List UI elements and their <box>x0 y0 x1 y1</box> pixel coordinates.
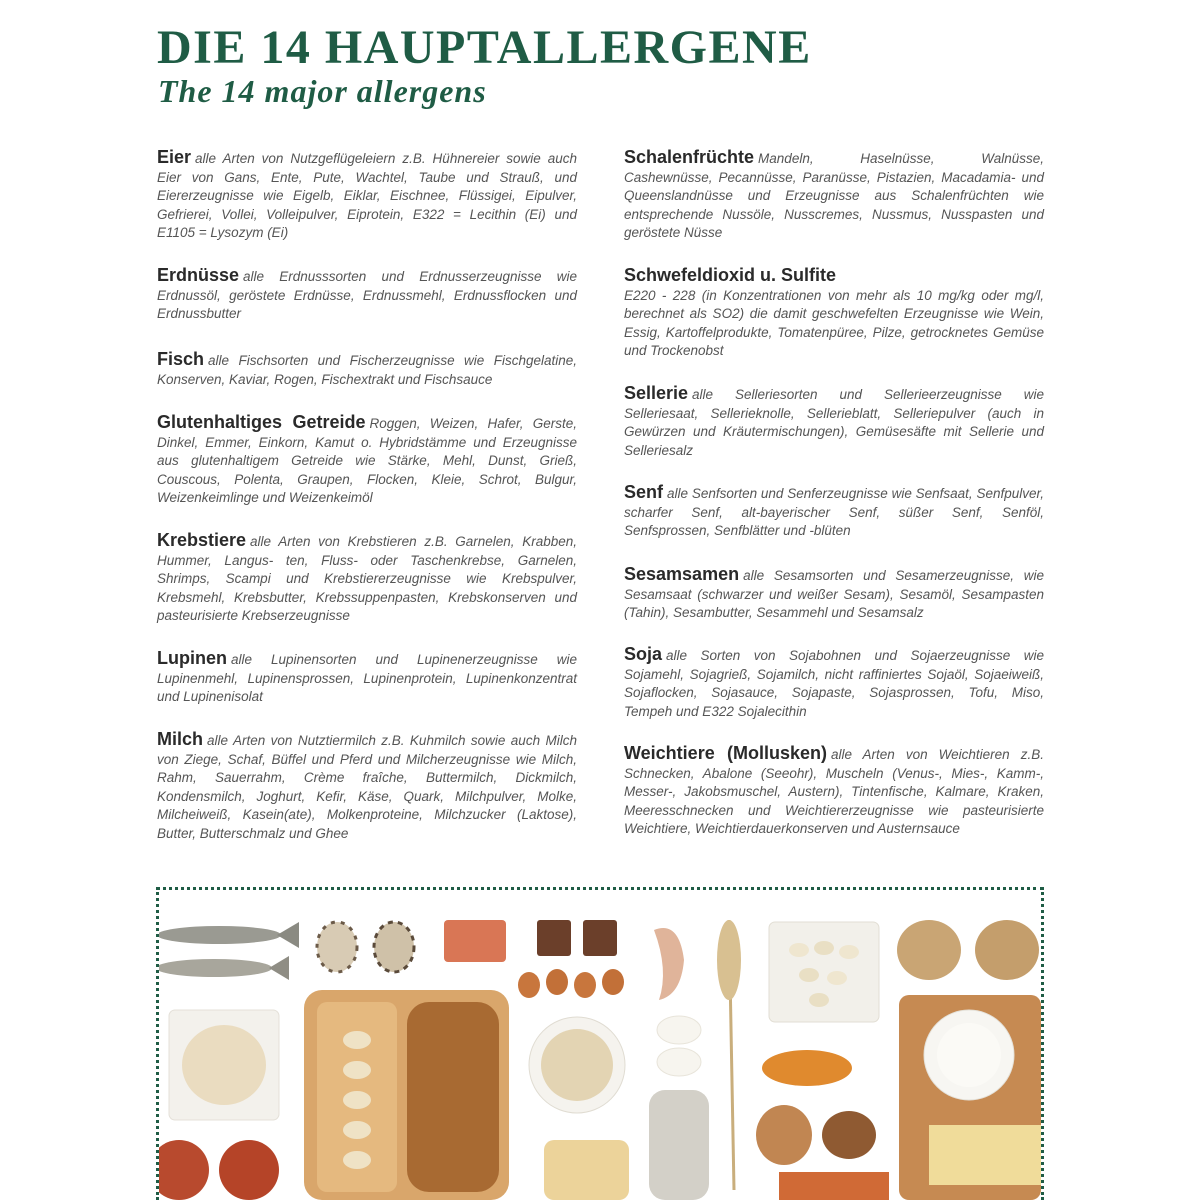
allergen-entry-senf <box>624 483 1044 541</box>
allergen-description: Mandeln, Haselnüsse, Walnüsse, Cashewnüsse, Pecannüsse, Paranüsse, Pistazien, Macadamia- und Queenslandnüsse und Erzeugnisse aus Schalenfrüchten wie entsprechende Nussöle, Nusscremes, Nussmus, Nusspasten und geröstete Nüsse <box>624 151 1044 240</box>
chocolate-icon <box>537 920 617 956</box>
allergen-description: alle Erdnusssorten und Erdnusserzeugnisse wie Erdnussöl, geröstete Erdnüsse, Erdnussmehl, Erdnussflocken und Erdnussbutter <box>157 269 577 321</box>
allergen-name: Sellerie <box>624 383 689 403</box>
allergen-description: alle Sorten von Sojabohnen und Sojaerzeugnisse wie Sojamehl, Sojagrieß, Sojamilch, nicht raffiniertes Sojaöl, Sojaeiweiß, Sojaflocken, Sojasauce, Sojapaste, Sojasprossen, Tofu, Miso, Tempeh und E322 Sojalecithin <box>624 648 1044 719</box>
bread-tray-icon <box>304 990 509 1200</box>
allergen-entry-gluten <box>157 413 577 508</box>
allergen-description: alle Senfsorten und Senferzeugnisse wie Senfsaat, Senfpulver, scharfer Senf, alt-bayerischer Senf, süßer Senf, Senföl, Senfsprossen, Senfblätter und -blüten <box>624 486 1044 538</box>
allergen-entry-erdnuesse <box>157 266 577 324</box>
shrimp-icon <box>654 928 684 1000</box>
allergen-description: alle Arten von Weichtieren z.B. Schnecken, Abalone (Seeohr), Muscheln (Venus-, Mies-, Kamm-, Messer-, Jakobsmuschel, Austern), Tintenfische, Kalmare, Kraken, Meeresschnecken und Weichtiererzeugnisse wie pasteurisierte Weichtiere, Weichtierdauerkonserven und Austernsauce <box>624 747 1044 836</box>
allergen-entry-weichtiere <box>624 744 1044 839</box>
salmon-icon <box>444 920 506 962</box>
allergen-description: alle Arten von Krebstieren z.B. Garnelen, Krabben, Hummer, Langus- ten, Fluss- oder Taschenkrebse, Garnelen, Shrimps, Scampi und Krebstiererzeugnisse wie Krebspulver, Krebsmehl, Krebsbutter, Krebssuppenpasten, Krebskonserven und pasteurisierte Krebserzeugnisse <box>157 534 577 623</box>
allergen-name: Eier <box>157 147 192 167</box>
allergen-entry-eier <box>157 148 577 243</box>
allergen-name: Senf <box>624 482 664 502</box>
allergen-description: alle Arten von Nutzgeflügeleiern z.B. Hühnereier sowie auch Eier von Gans, Ente, Pute, Wachtel, Taube und Strauß, und Eiererzeugnisse wie Eigelb, Eiklar, Eischnee, Flüssigei, Eipulver, Gefrierei, Vollei, Volleipulver, Eiprotein, E322 = Lecithin (Ei) und E1105 = Lysozym (Ei) <box>157 151 577 240</box>
allergen-description: alle Lupinensorten und Lupinenerzeugnisse wie Lupinenmehl, Lupinensprossen, Lupinenprotein, Lupinenkonzentrat und Lupinenisolat <box>157 652 577 704</box>
allergen-entry-milch <box>157 730 577 843</box>
allergen-name: Krebstiere <box>157 530 247 550</box>
almond-flakes-icon <box>169 1010 279 1120</box>
allergen-entry-sellerie <box>624 384 1044 460</box>
wheat-icon <box>717 920 741 1190</box>
allergen-entry-schwefeldioxid <box>624 266 1044 361</box>
allergen-description: alle Fischsorten und Fischerzeugnisse wie Fischgelatine, Konserven, Kaviar, Rogen, Fischextrakt und Fischsauce <box>157 353 577 387</box>
allergen-name: Weichtiere (Mollusken) <box>624 743 827 763</box>
allergen-description: alle Selleriesorten und Sellerieerzeugnisse wie Selleriesaat, Sellerieknolle, Sellerieblatt, Selleriepulver (auch in Gewürzen und Kräutermischungen), Gemüsesäfte mit Sellerie und Selleriesalz <box>624 387 1044 458</box>
allergen-description: alle Arten von Nutztiermilch z.B. Kuhmilch sowie auch Milch von Ziege, Schaf, Büffel und Pferd und Milcherzeugnisse wie Milch, Rahm, Sauerrahm, Crème fraîche, Buttermilch, Dickmilch, Kondensmilch, Joghurt, Kefir, Käse, Quark, Milchpulver, Molke, Milcheiweiß, Kasein(ate), Molkenproteine, Milchzucker (Laktose), Butter, Butterschmalz und Ghee <box>157 733 577 841</box>
soy-chunks-icon <box>897 920 1039 980</box>
allergen-name: Glutenhaltiges Getreide <box>157 412 366 432</box>
allergen-name: Fisch <box>157 349 205 369</box>
allergen-entry-krebstiere <box>157 531 577 626</box>
page-title: DIE 14 HAUPTALLERGENE <box>157 21 812 74</box>
allergen-name: Soja <box>624 644 663 664</box>
sesame-bowl-icon <box>529 1017 625 1113</box>
herring-fillet-icon <box>649 1090 709 1200</box>
allergen-description: E220 - 228 (in Konzentrationen von mehr als 10 mg/kg oder mg/l, berechnet als SO2) die damit geschwefelten Erzeugnisse wie Wein, Essig, Kartoffelprodukte, Tomatenpüree, Pilze, getrocknetes Gemüse und Trockenobst <box>624 287 1044 358</box>
dried-tomato-icon <box>159 1140 279 1200</box>
egg-icon <box>317 922 414 972</box>
food-illustration <box>159 890 1041 1200</box>
allergen-description: alle Sesamsorten und Sesamerzeugnisse, wie Sesamsaat (schwarzer und weißer Sesam), Sesamöl, Sesampasten (Tahin), Sesambutter, Sesammehl und Sesamsalz <box>624 568 1044 620</box>
hazelnut-icon <box>518 969 624 998</box>
pasta-icon <box>544 1140 629 1200</box>
allergen-name: Milch <box>157 729 204 749</box>
allergen-name: Erdnüsse <box>157 265 240 285</box>
page-subtitle: The 14 major allergens <box>158 73 487 109</box>
mozzarella-icon <box>657 1016 701 1076</box>
walnut-icon <box>756 1105 889 1200</box>
allergen-name: Schalenfrüchte <box>624 147 755 167</box>
allergen-entry-sesamsamen <box>624 565 1044 623</box>
allergen-entry-soja <box>624 645 1044 721</box>
dried-orange-icon <box>762 1050 852 1086</box>
allergen-food-photo <box>156 887 1044 1200</box>
allergen-name: Lupinen <box>157 648 227 668</box>
white-beans-icon <box>769 922 879 1022</box>
fish-icon <box>159 922 299 980</box>
cream-board-icon <box>899 995 1041 1200</box>
allergen-entry-schalenfruechte <box>624 148 1044 243</box>
allergen-name: Sesamsamen <box>624 564 740 584</box>
allergen-entry-lupinen <box>157 649 577 707</box>
allergen-description: Roggen, Weizen, Hafer, Gerste, Dinkel, Emmer, Einkorn, Kamut o. Hybridstämme und Erzeugnisse aus glutenhaltigem Getreide wie Stärke, Mehl, Dunst, Grieß, Couscous, Polenta, Graupen, Flocken, Kleie, Schrot, Bulgur, Weizenkeimlinge und Weizenkeimöl <box>157 416 577 505</box>
allergen-name: Schwefeldioxid u. Sulfite <box>624 265 837 285</box>
allergen-entry-fisch <box>157 350 577 389</box>
